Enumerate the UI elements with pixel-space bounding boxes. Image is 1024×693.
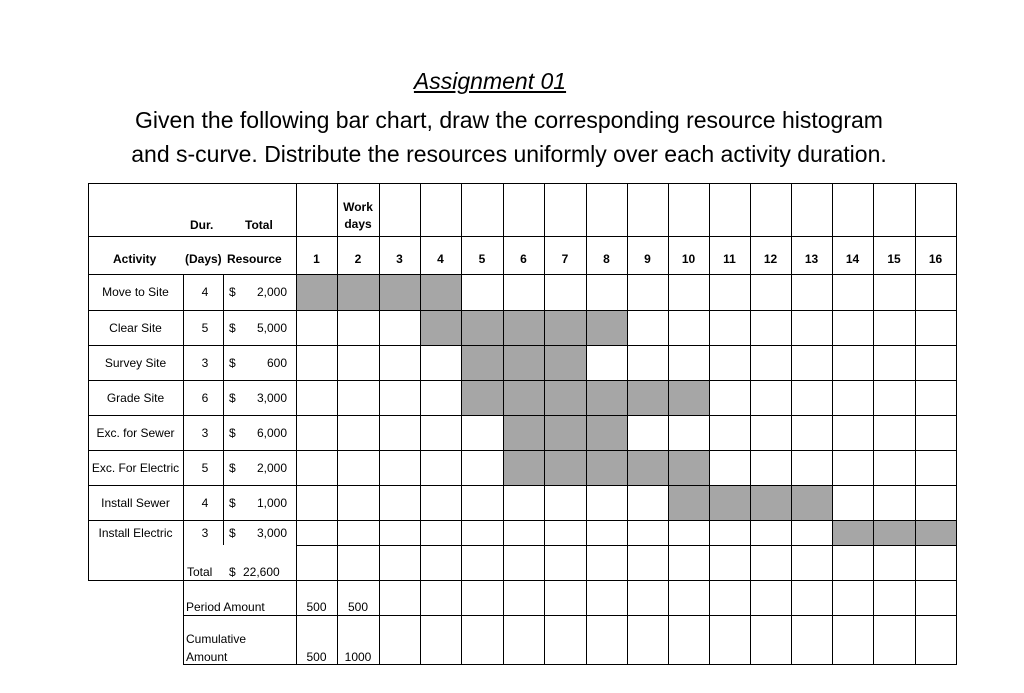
activity-name: Install Sewer xyxy=(101,496,170,510)
day-header: 6 xyxy=(520,252,527,266)
activity-row-line xyxy=(88,274,296,275)
cumulative-label-2: Amount xyxy=(186,650,228,664)
gantt-bar-cell xyxy=(544,345,586,380)
currency-symbol: $ xyxy=(229,285,236,299)
activity-resource: 1,000 xyxy=(256,496,287,510)
period-amount-value: 500 xyxy=(306,600,327,614)
gantt-bar-cell xyxy=(586,380,627,415)
day-header: 12 xyxy=(763,252,778,266)
grid-row-line xyxy=(296,236,956,237)
activity-row-line xyxy=(88,415,296,416)
period-amount-value: 500 xyxy=(347,600,369,614)
grid-row-line xyxy=(296,415,956,416)
gantt-bar-cell xyxy=(668,380,709,415)
activity-resource: 600 xyxy=(266,356,287,370)
instruction-line-1: Given the following bar chart, draw the corresponding resource histogram xyxy=(135,107,883,133)
activity-row-line xyxy=(88,310,296,311)
activity-resource: 2,000 xyxy=(256,285,287,299)
activity-row-line xyxy=(88,520,296,521)
activity-name: Install Electric xyxy=(98,526,173,540)
activity-duration: 5 xyxy=(201,321,209,335)
activity-name: Exc. for Sewer xyxy=(96,426,175,440)
currency-symbol: $ xyxy=(229,391,236,405)
work-days-header-1: Work xyxy=(343,200,373,214)
grid-row-line xyxy=(296,380,956,381)
currency-symbol: $ xyxy=(229,496,236,510)
gantt-bar-cell xyxy=(791,485,832,520)
total-currency: $ xyxy=(229,565,236,579)
activity-row-line xyxy=(88,380,296,381)
table-bottom-border xyxy=(183,664,957,665)
activity-col-divider xyxy=(183,274,184,580)
day-header: 11 xyxy=(723,252,736,266)
total-amount: 22,600 xyxy=(243,565,280,579)
gantt-bar-cell xyxy=(503,310,544,345)
activity-row-line xyxy=(88,345,296,346)
grid-row-line xyxy=(296,274,956,275)
currency-symbol: $ xyxy=(229,526,236,540)
cumulative-label-1: Cumulative xyxy=(186,632,247,646)
gantt-bar-cell xyxy=(750,485,791,520)
day-header: 9 xyxy=(644,252,651,266)
day-header: 8 xyxy=(603,252,610,266)
cumulative-amount-value: 1000 xyxy=(344,650,372,664)
day-header: 3 xyxy=(396,252,403,266)
day-header: 16 xyxy=(928,252,943,266)
gantt-bar-cell xyxy=(544,415,586,450)
currency-symbol: $ xyxy=(229,356,236,370)
period-divider xyxy=(183,615,957,616)
activity-name: Clear Site xyxy=(109,321,162,335)
activity-duration: 6 xyxy=(201,391,209,405)
gantt-bar-cell xyxy=(420,274,461,310)
grid-row-line xyxy=(296,345,956,346)
activity-name: Move to Site xyxy=(102,285,169,299)
table-right-border xyxy=(956,183,957,665)
day-header: 2 xyxy=(354,252,362,266)
header-underline xyxy=(88,236,296,237)
gantt-bar-cell xyxy=(503,415,544,450)
day-header: 1 xyxy=(313,252,320,266)
grid-row-line xyxy=(296,485,956,486)
dur-header: Dur. xyxy=(190,218,214,232)
activity-row-line xyxy=(88,450,296,451)
activity-resource: 5,000 xyxy=(256,321,287,335)
gantt-bar-cell xyxy=(461,310,503,345)
currency-symbol: $ xyxy=(229,426,236,440)
activity-resource: 6,000 xyxy=(256,426,287,440)
day-header: 13 xyxy=(804,252,819,266)
activity-duration: 3 xyxy=(201,526,209,540)
total-label: Total xyxy=(187,565,213,579)
gantt-bar-cell xyxy=(503,380,544,415)
grid-row-line xyxy=(296,520,956,521)
activity-block-bottom xyxy=(88,580,957,581)
cumulative-amount-value: 500 xyxy=(306,650,327,664)
activity-duration: 3 xyxy=(201,426,209,440)
grid-row-line xyxy=(296,545,956,546)
day-header: 5 xyxy=(478,252,486,266)
period-left-border xyxy=(183,580,184,664)
instruction-line-2: and s-curve. Distribute the resources uniformly over each activity duration. xyxy=(131,141,887,167)
day-header: 4 xyxy=(437,252,444,266)
activity-resource: 3,000 xyxy=(256,526,287,540)
gantt-bar-cell xyxy=(296,274,337,310)
gantt-bar-cell xyxy=(873,520,915,545)
activity-resource: 3,000 xyxy=(256,391,287,405)
gantt-bar-cell xyxy=(832,520,873,545)
activity-header: Activity xyxy=(113,252,157,266)
gantt-bar-cell xyxy=(627,450,668,485)
gantt-bar-cell xyxy=(586,310,627,345)
days-header: (Days) xyxy=(185,252,222,266)
gantt-bar-cell xyxy=(709,485,750,520)
gantt-bar-cell xyxy=(337,274,379,310)
gantt-bar-cell xyxy=(461,345,503,380)
gantt-bar-cell xyxy=(668,450,709,485)
day-header: 10 xyxy=(681,252,696,266)
gantt-bar-cell xyxy=(668,485,709,520)
activity-duration: 4 xyxy=(201,496,209,510)
grid-row-line xyxy=(296,310,956,311)
dur-col-divider xyxy=(223,274,224,545)
gantt-bar-cell xyxy=(461,380,503,415)
day-header: 15 xyxy=(887,252,901,266)
activity-duration: 4 xyxy=(201,285,209,299)
gantt-bar-cell xyxy=(503,450,544,485)
table-top-border xyxy=(88,183,957,184)
gantt-bar-cell xyxy=(627,380,668,415)
activity-name: Survey Site xyxy=(104,356,167,370)
gantt-bar-cell xyxy=(544,380,586,415)
period-amount-label: Period Amount xyxy=(186,600,265,614)
activity-resource: 2,000 xyxy=(256,461,287,475)
gantt-bar-cell xyxy=(915,520,956,545)
activity-duration: 5 xyxy=(201,461,209,475)
activity-row-line xyxy=(88,485,296,486)
gantt-bar-cell xyxy=(544,450,586,485)
gantt-bar-cell xyxy=(503,345,544,380)
currency-symbol: $ xyxy=(229,321,236,335)
gantt-bar-cell xyxy=(420,310,461,345)
day-header: 14 xyxy=(845,252,860,266)
total-header: Total xyxy=(245,218,273,232)
activity-name: Exc. For Electric xyxy=(91,461,180,475)
resource-header: Resource xyxy=(227,252,282,266)
work-days-header-2: days xyxy=(344,217,372,231)
gantt-bar-cell xyxy=(544,310,586,345)
gantt-bar-cell xyxy=(586,415,627,450)
currency-symbol: $ xyxy=(229,461,236,475)
grid-row-line xyxy=(296,450,956,451)
assignment-title: Assignment 01 xyxy=(413,68,567,94)
activity-name: Grade Site xyxy=(106,391,165,405)
gantt-bar-cell xyxy=(379,274,420,310)
activity-duration: 3 xyxy=(201,356,209,370)
day-header: 7 xyxy=(561,252,569,266)
gantt-bar-cell xyxy=(586,450,627,485)
